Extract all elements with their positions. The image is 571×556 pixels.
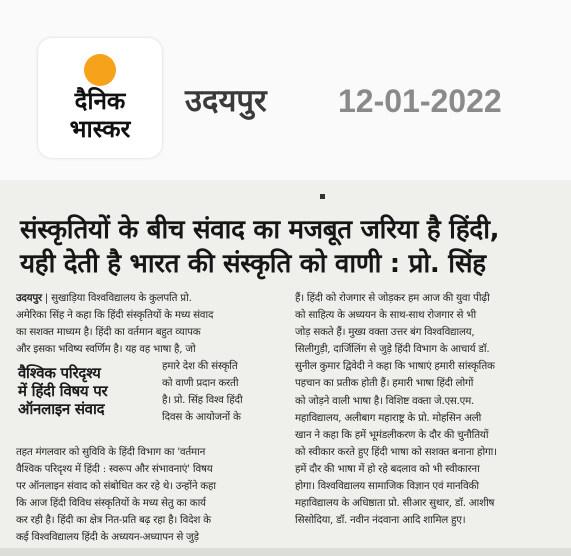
text-line: को वाणी प्रदान करती [162,377,239,390]
dainik-bhaskar-logo [38,38,162,158]
text-line: दिवस के आयोजनों के [162,411,241,424]
text-line: कर रही है। हिंदी का क्षेत्र नित-प्रति बढ़ रहा है। विदेश के [16,514,211,527]
text-line: का सशक्त माध्यम है। हिंदी का वर्तमान बहुत व्यापक [16,326,201,339]
subheading-line1: वैश्विक परिदृश्य [18,364,101,382]
text-line: | सुखाड़िया विश्वविद्यालय के कुलपति प्रो. [41,292,192,304]
sun-icon [84,54,116,86]
dateline-place: उदयपुर [16,292,42,304]
article-column1-top [16,290,284,358]
article-column2 [295,290,567,529]
text-line: खान ने कहा कि हमें भूमंडलीकरण के दौर की चुनौतियों [295,428,489,441]
text-line: पर ऑनलाइन संवाद को संबोधित कर रहे थे। उन्होंने कहा [16,480,216,493]
headline-line2: यही देती है भारत की संस्कृति को वाणी : प्रो. सिंह [20,249,486,279]
decorative-dot [320,194,325,199]
text-line: वैश्विक परिदृश्य में हिंदी : स्वरूप और संभावनाएं' विषय [16,463,213,476]
logo-text-line2: भास्कर [69,115,131,143]
text-line: तहत मंगलवार को सुविवि के हिंदी विभाग का 'वर्तमान [16,446,206,458]
text-line: और इसका भविष्य स्वर्णिम है। यह वह भाषा है, जो [16,343,196,356]
text-line: पहचान का प्रतीक होती हैं। हमारी भाषा हिंदी लोगों [295,377,474,390]
logo-text-line1: दैनिक [74,87,126,115]
text-line: महाविद्यालय, अलीबाग महाराष्ट्र के प्रो. मोहसिन अली [295,411,482,424]
city-name: उदयपुर [185,83,267,119]
text-line: सिलीगुड़ी, दार्जिलिंग से जुड़े हिंदी विभाग के आचार्य डॉ. [295,343,490,356]
article-column1-middle [162,358,284,426]
text-line: होगा। विश्वविद्यालय सामाजिक विज्ञान एवं मानविकी [295,480,479,493]
text-line: अमेरिका सिंह ने कहा कि हिंदी संस्कृतियों के मध्य संवाद [16,309,214,322]
text-line: को स्वीकार करते हुए हिंदी भाषा को सशक्त बनाना होगा। [295,445,497,458]
text-line: को जोड़ने वाली भाषा है। विशिष्ट वक्ता जे.एस.एम. [295,394,475,407]
text-line [16,290,284,307]
text-line: सुनील कुमार द्विवेदी ने कहा कि भाषाएं हमारी सांस्कृतिक [295,360,495,373]
article-column1-bottom [16,444,284,547]
text-line: सिसोदिया, डॉ. नवीन नंदवाना आदि शामिल हुए। [295,514,466,527]
text-line: कि आज हिंदी विविध संस्कृतियों के मध्य सेतु का कार्य [16,497,206,510]
text-line: हमारे देश की संस्कृति [162,360,238,372]
text-line: हमें दौर की भाषा में हो रहे बदलाव को भी स्वीकारना [295,462,480,475]
text-line: जोड़ सकते हैं। मुख्य वक्ता उत्तर बंग विश्वविद्यालय, [295,326,475,339]
text-line: कई विश्वविद्यालय हिंदी के अध्ययन-अध्यापन से जुड़े [16,531,199,544]
clipping-bottom-edge [0,548,571,556]
subheading-line3: ऑनलाइन संवाद [18,400,105,418]
subheading-line2: में हिंदी विषय पर [18,382,108,400]
edition-date: 12-01-2022 [338,83,502,119]
subheading-box [18,364,156,438]
page-header [0,0,571,180]
text-line: महाविद्यालय के अधिष्ठाता प्रो. सीआर सुथार, डॉ. आशीष [295,497,495,510]
text-line: को साहित्य के अध्ययन के साथ-साथ रोजगार से भी [295,309,476,322]
text-line: हैं। हिंदी को रोजगार से जोड़कर हम आज की युवा पीढ़ी [295,292,490,304]
headline-line1: संस्कृतियों के बीच संवाद का मजबूत जरिया है हिंदी, [20,215,500,245]
text-line: है। प्रो. सिंह विश्व हिंदी [162,394,243,407]
